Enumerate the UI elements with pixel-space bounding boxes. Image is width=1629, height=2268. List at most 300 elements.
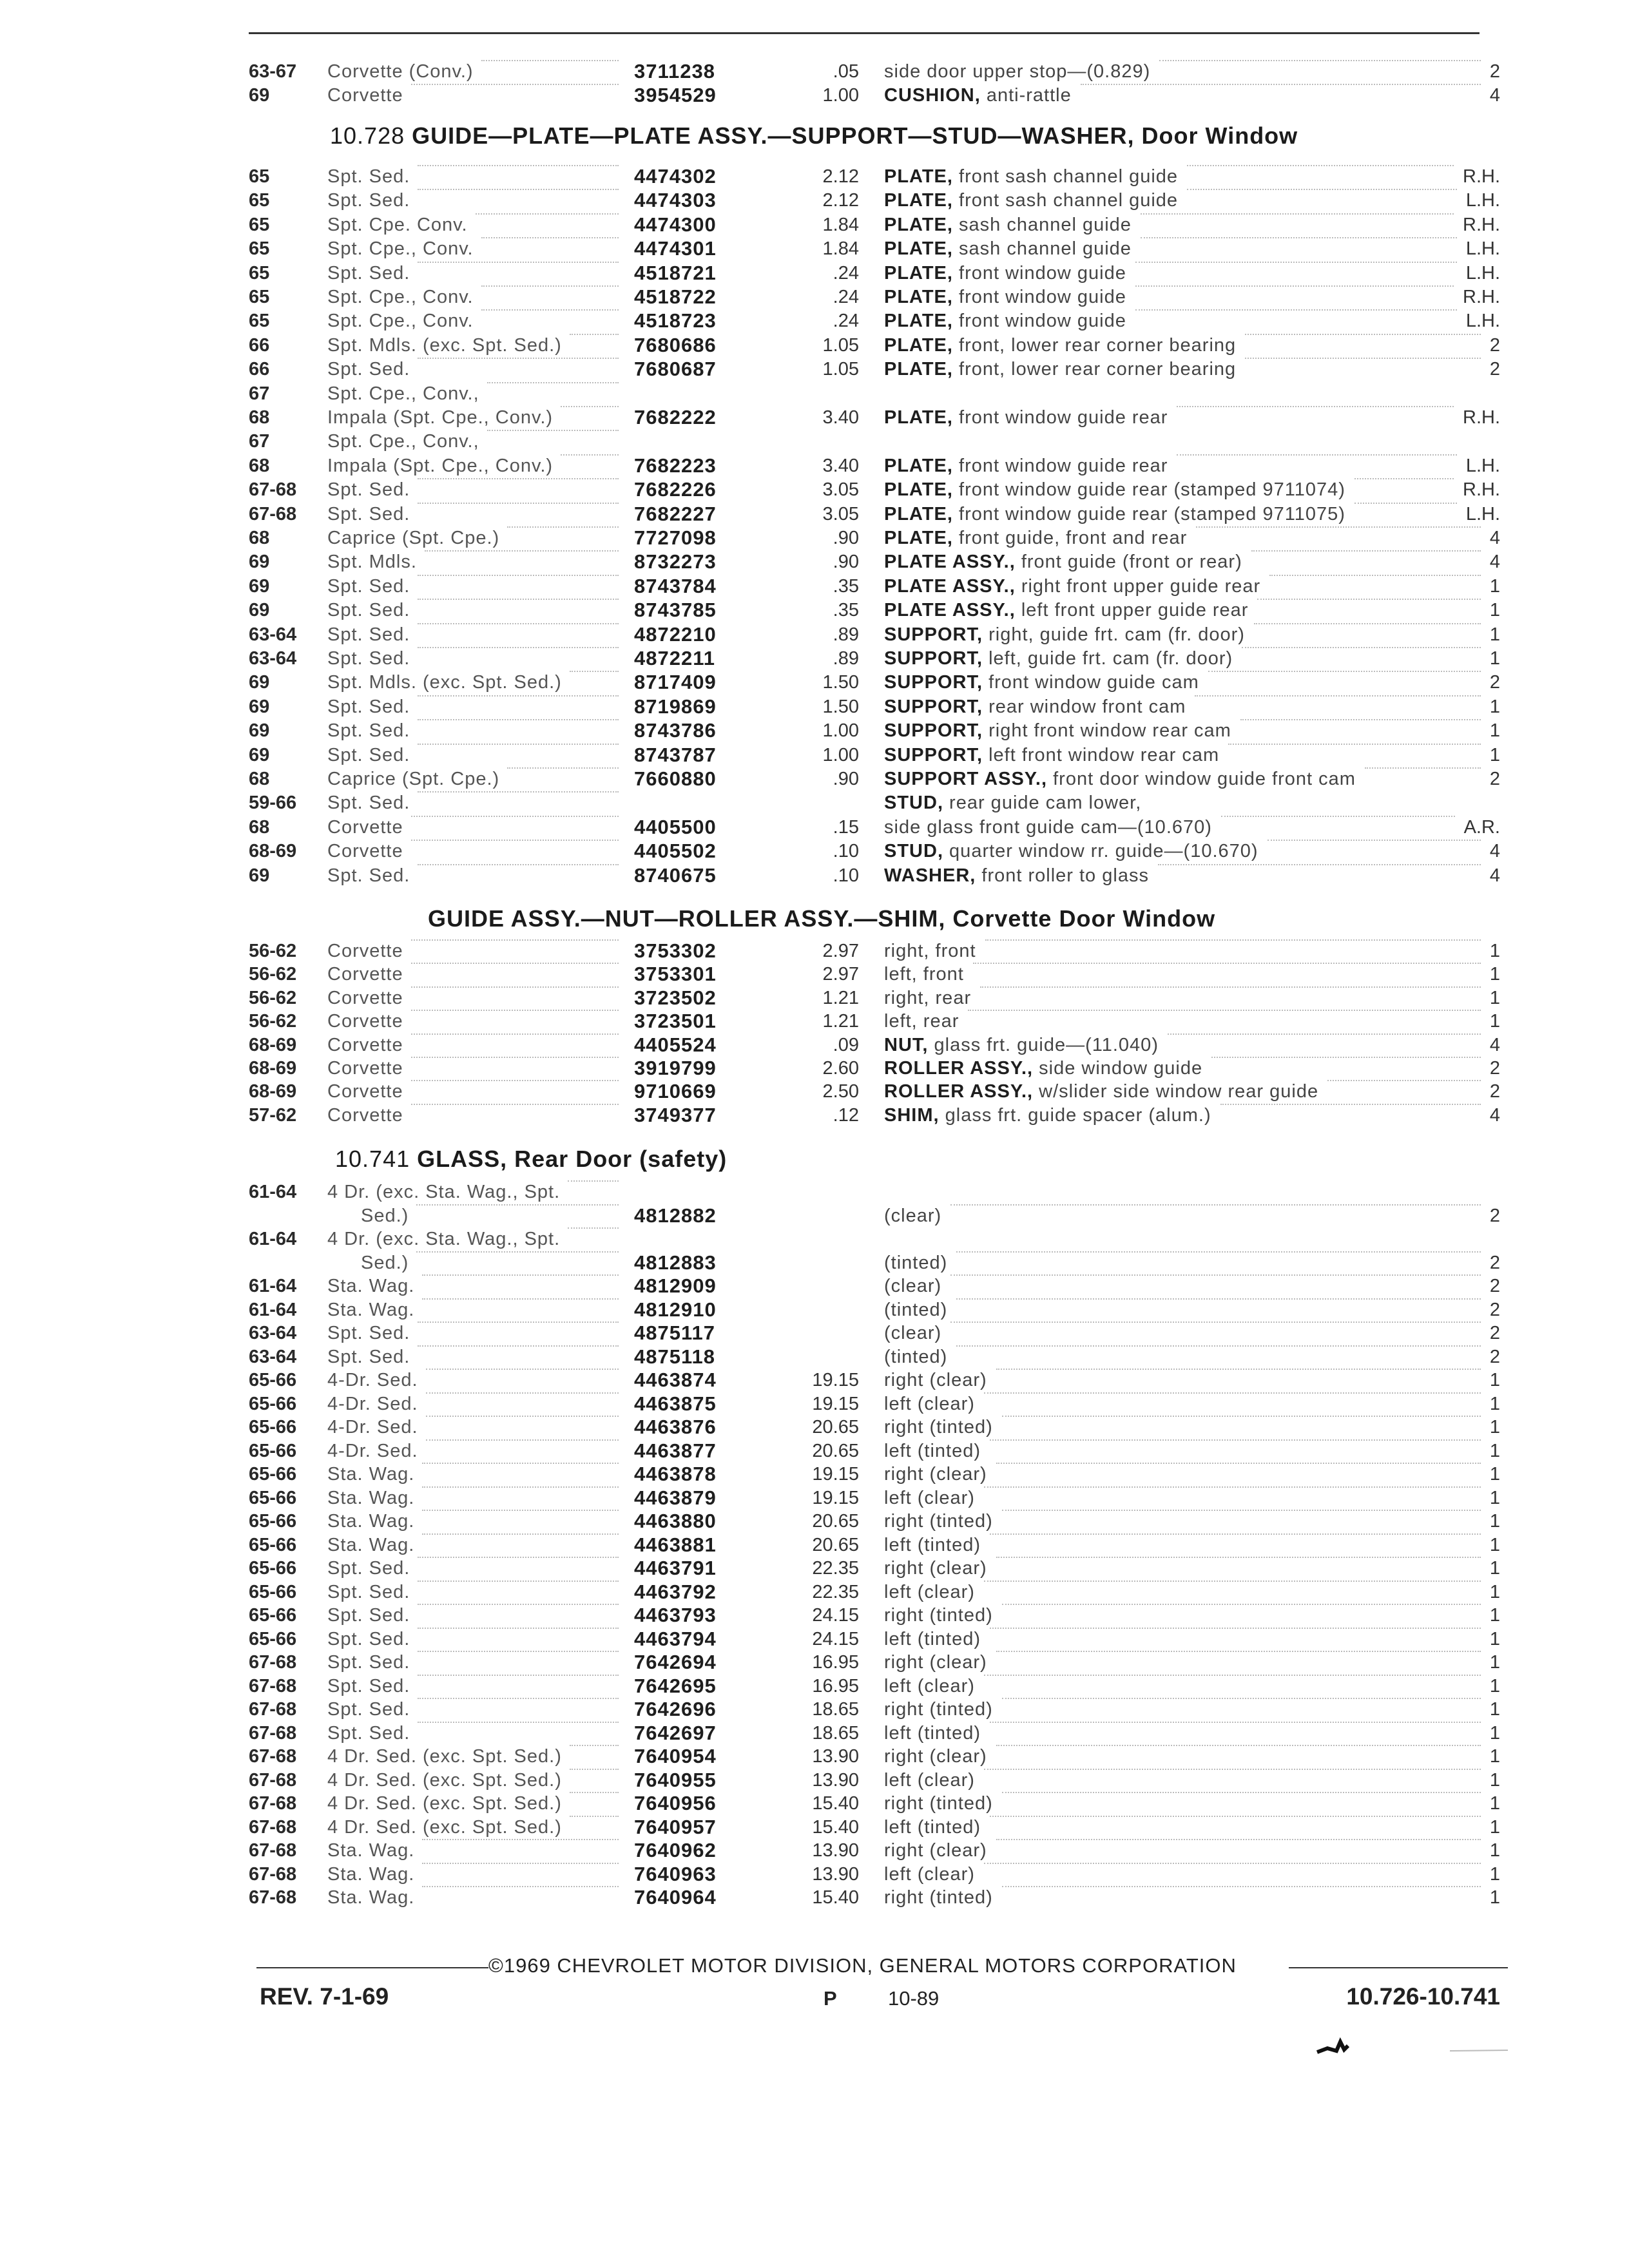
table-row bbox=[0, 1792, 1629, 1815]
model-leader-dots bbox=[411, 986, 619, 988]
leader-dots bbox=[996, 1745, 1481, 1746]
model-leader-dots bbox=[418, 1345, 619, 1347]
leader-dots bbox=[990, 1628, 1481, 1629]
row-part-number: 3723501 bbox=[634, 1010, 717, 1033]
row-quantity: L.H. bbox=[1465, 455, 1500, 476]
row-years: 63-64 bbox=[249, 648, 297, 669]
row-list-price: 1.00 bbox=[822, 744, 859, 765]
row-item-detail: front guide (front or rear) bbox=[1015, 552, 1242, 573]
row-description bbox=[884, 623, 1245, 646]
row-model: Spt. Sed. bbox=[327, 648, 410, 669]
row-description bbox=[884, 1769, 975, 1792]
table-row bbox=[0, 334, 1629, 357]
row-model: Impala (Spt. Cpe., Conv.) bbox=[327, 407, 554, 428]
table-row bbox=[0, 1416, 1629, 1439]
row-years: 68-69 bbox=[249, 841, 297, 862]
table-row bbox=[0, 237, 1629, 260]
row-item-name: PLATE, bbox=[884, 190, 953, 211]
row-model: Sta. Wag. bbox=[327, 1464, 415, 1485]
row-part-number: 3723502 bbox=[634, 986, 717, 1009]
model-leader-dots bbox=[418, 358, 619, 359]
row-quantity: L.H. bbox=[1465, 503, 1500, 524]
row-quantity: 1 bbox=[1489, 1652, 1500, 1673]
model-leader-dots bbox=[418, 864, 619, 865]
row-part-number: 4875118 bbox=[634, 1345, 715, 1368]
row-item-detail: left (tinted) bbox=[884, 1440, 981, 1461]
model-leader-dots bbox=[411, 1057, 619, 1058]
model-leader-dots bbox=[570, 334, 619, 335]
row-list-price: .05 bbox=[833, 61, 859, 82]
leader-dots bbox=[996, 1369, 1481, 1370]
row-years: 56-62 bbox=[249, 964, 297, 985]
row-item-detail: left (tinted) bbox=[884, 1816, 981, 1838]
row-list-price: 19.15 bbox=[812, 1487, 859, 1508]
row-years: 67 bbox=[249, 431, 270, 452]
table-row bbox=[0, 1057, 1629, 1080]
table-row bbox=[0, 767, 1629, 791]
leader-dots bbox=[1141, 237, 1457, 238]
row-model: Spt. Cpe., Conv., bbox=[327, 431, 479, 452]
table-row bbox=[0, 1698, 1629, 1721]
row-model: Spt. Sed. bbox=[327, 190, 410, 211]
row-item-name: PLATE ASSY., bbox=[884, 575, 1016, 597]
leader-dots bbox=[984, 1863, 1481, 1864]
leader-dots bbox=[1196, 526, 1481, 528]
leader-dots bbox=[1211, 1057, 1481, 1058]
row-model: Impala (Spt. Cpe., Conv.) bbox=[327, 455, 554, 476]
row-item-name: PLATE, bbox=[884, 262, 953, 284]
table-row bbox=[0, 1628, 1629, 1651]
leader-dots bbox=[1245, 358, 1481, 359]
table-row bbox=[0, 816, 1629, 839]
row-years: 69 bbox=[249, 696, 270, 717]
row-list-price: .89 bbox=[833, 648, 859, 669]
row-quantity: 2 bbox=[1489, 672, 1500, 693]
row-item-detail: front sash channel guide bbox=[952, 166, 1179, 187]
row-description bbox=[884, 1463, 987, 1486]
leader-dots bbox=[1158, 864, 1481, 865]
row-list-price: .35 bbox=[833, 575, 859, 597]
model-leader-dots bbox=[418, 695, 619, 697]
leader-dots bbox=[956, 1298, 1481, 1300]
leader-dots bbox=[1354, 478, 1454, 479]
row-list-price: 2.97 bbox=[822, 941, 859, 961]
model-leader-dots bbox=[411, 1010, 619, 1011]
row-part-number: 4875117 bbox=[634, 1321, 715, 1344]
row-list-price: 24.15 bbox=[812, 1628, 859, 1649]
leader-dots bbox=[1365, 767, 1481, 769]
table-row bbox=[0, 1204, 1629, 1227]
model-leader-dots bbox=[422, 1863, 619, 1864]
row-years: 65-66 bbox=[249, 1440, 297, 1461]
row-part-number: 7727098 bbox=[634, 526, 717, 549]
row-years: 65-66 bbox=[249, 1511, 297, 1532]
row-quantity: 1 bbox=[1489, 696, 1500, 717]
row-years: 67-68 bbox=[249, 1769, 297, 1791]
row-description bbox=[884, 84, 1072, 107]
row-item-name: SUPPORT, bbox=[884, 744, 983, 765]
row-model: Spt. Sed. bbox=[327, 744, 410, 765]
row-description bbox=[884, 1298, 947, 1321]
row-item-detail: front window guide rear (stamped 9711075) bbox=[952, 503, 1345, 524]
table-row bbox=[0, 1010, 1629, 1033]
row-part-number: 7682227 bbox=[634, 502, 717, 525]
row-quantity: 1 bbox=[1489, 1793, 1500, 1814]
model-leader-dots bbox=[568, 1180, 619, 1182]
leader-dots bbox=[973, 963, 1481, 964]
row-years: 68-69 bbox=[249, 1081, 297, 1102]
row-model: Corvette bbox=[327, 84, 403, 106]
row-years: 69 bbox=[249, 744, 270, 765]
table-row bbox=[0, 1321, 1629, 1345]
row-years: 69 bbox=[249, 720, 270, 742]
row-item-detail: left front window rear cam bbox=[983, 744, 1220, 765]
row-model: Spt. Sed. bbox=[327, 865, 410, 886]
row-list-price: 1.21 bbox=[822, 1011, 859, 1032]
row-list-price: 3.05 bbox=[822, 479, 859, 501]
footer-revision: REV. 7-1-69 bbox=[260, 1983, 389, 2010]
row-model: 4 Dr. (exc. Sta. Wag., Spt. bbox=[327, 1182, 561, 1202]
row-model: Spt. Sed. bbox=[327, 1346, 410, 1367]
row-list-price: .90 bbox=[833, 769, 859, 789]
row-quantity: R.H. bbox=[1463, 407, 1500, 428]
model-leader-dots bbox=[476, 213, 619, 215]
table-row bbox=[0, 503, 1629, 526]
row-part-number: 4463878 bbox=[634, 1463, 717, 1485]
row-part-number: 8740675 bbox=[634, 863, 717, 887]
row-years: 65-66 bbox=[249, 1558, 297, 1579]
leader-dots bbox=[1159, 60, 1481, 61]
row-item-detail: right (clear) bbox=[884, 1464, 987, 1485]
row-item-detail: left (clear) bbox=[884, 1863, 975, 1885]
row-item-detail: front window guide bbox=[952, 311, 1126, 332]
row-description bbox=[884, 671, 1199, 694]
leader-dots bbox=[1135, 285, 1454, 287]
row-list-price: 1.50 bbox=[822, 672, 859, 693]
row-quantity: 1 bbox=[1489, 1370, 1500, 1390]
model-leader-dots bbox=[411, 840, 619, 841]
row-model: Sta. Wag. bbox=[327, 1511, 415, 1532]
row-list-price: 16.95 bbox=[812, 1675, 859, 1696]
row-model: Spt. Sed. bbox=[327, 696, 410, 717]
row-item-detail: front window guide cam bbox=[983, 672, 1199, 693]
model-leader-dots bbox=[418, 503, 619, 504]
row-part-number: 4463876 bbox=[634, 1416, 717, 1438]
row-item-detail: front door window guide front cam bbox=[1047, 769, 1356, 789]
row-model: Spt. Sed. bbox=[327, 503, 410, 524]
row-model: Sta. Wag. bbox=[327, 1534, 415, 1555]
row-part-number: 3753301 bbox=[634, 963, 717, 986]
row-list-price: 2.50 bbox=[822, 1081, 859, 1102]
table-row bbox=[0, 189, 1629, 212]
row-list-price: 1.00 bbox=[822, 720, 859, 742]
model-leader-dots bbox=[422, 1463, 619, 1464]
row-years: 67 bbox=[249, 383, 270, 404]
row-years: 67-68 bbox=[249, 1675, 297, 1696]
row-description bbox=[884, 647, 1233, 670]
table-row bbox=[0, 478, 1629, 501]
row-model: Corvette bbox=[327, 941, 403, 961]
row-item-name: ROLLER ASSY., bbox=[884, 1081, 1034, 1102]
row-item-name: PLATE, bbox=[884, 238, 953, 260]
row-part-number: 4812882 bbox=[634, 1204, 717, 1227]
row-years: 61-64 bbox=[249, 1182, 297, 1202]
table-row bbox=[0, 1722, 1629, 1745]
row-years: 65-66 bbox=[249, 1370, 297, 1390]
row-quantity: 2 bbox=[1489, 359, 1500, 380]
row-item-detail: front roller to glass bbox=[976, 865, 1149, 886]
row-model: 4 Dr. Sed. (exc. Spt. Sed.) bbox=[327, 1746, 562, 1767]
row-description bbox=[884, 1010, 959, 1033]
model-leader-dots bbox=[481, 285, 619, 287]
model-leader-dots bbox=[411, 1033, 619, 1035]
leader-dots bbox=[1002, 1604, 1481, 1605]
table-row bbox=[0, 1510, 1629, 1533]
row-quantity: 1 bbox=[1489, 941, 1500, 961]
row-item-detail: left (clear) bbox=[884, 1487, 975, 1508]
table-row bbox=[0, 1104, 1629, 1127]
row-part-number: 4474300 bbox=[634, 213, 717, 236]
model-leader-dots bbox=[418, 1557, 619, 1558]
row-description bbox=[884, 165, 1178, 188]
table-row bbox=[0, 671, 1629, 694]
row-part-number: 4474301 bbox=[634, 237, 717, 260]
leader-dots bbox=[956, 1251, 1481, 1253]
row-years: 56-62 bbox=[249, 987, 297, 1008]
leader-dots bbox=[984, 1581, 1481, 1582]
model-leader-dots bbox=[418, 1698, 619, 1699]
row-description bbox=[884, 1439, 981, 1463]
row-list-price: .89 bbox=[833, 624, 859, 645]
row-list-price: 2.12 bbox=[822, 166, 859, 187]
row-quantity: 2 bbox=[1489, 1276, 1500, 1296]
row-model: Corvette (Conv.) bbox=[327, 61, 474, 82]
row-description bbox=[884, 1886, 993, 1909]
row-part-number: 4518722 bbox=[634, 285, 717, 308]
row-item-name: PLATE, bbox=[884, 214, 953, 235]
row-item-name: SUPPORT, bbox=[884, 672, 983, 693]
row-model: Sed.) bbox=[361, 1205, 409, 1226]
row-model: Spt. Sed. bbox=[327, 479, 410, 501]
row-item-name: PLATE, bbox=[884, 407, 953, 428]
row-quantity: 4 bbox=[1489, 865, 1500, 886]
leader-dots bbox=[980, 986, 1481, 988]
row-model: Spt. Sed. bbox=[327, 720, 410, 742]
row-model: Sta. Wag. bbox=[327, 1276, 415, 1296]
row-model: Spt. Sed. bbox=[327, 1558, 410, 1579]
row-part-number: 7640954 bbox=[634, 1745, 717, 1767]
row-list-price: 1.00 bbox=[822, 84, 859, 106]
row-item-detail: front sash channel guide bbox=[952, 190, 1179, 211]
row-years: 69 bbox=[249, 672, 270, 693]
row-item-detail: sash channel guide bbox=[952, 214, 1132, 235]
table-row bbox=[0, 791, 1629, 814]
table-row bbox=[0, 1439, 1629, 1463]
leader-dots bbox=[1208, 671, 1481, 672]
row-quantity: 2 bbox=[1489, 1346, 1500, 1367]
row-model: Corvette bbox=[327, 1034, 403, 1055]
row-years: 63-64 bbox=[249, 624, 297, 645]
leader-dots bbox=[984, 1769, 1481, 1770]
row-years: 57-62 bbox=[249, 1104, 297, 1126]
row-quantity: R.H. bbox=[1463, 287, 1500, 307]
row-part-number: 4463880 bbox=[634, 1510, 717, 1532]
row-part-number: 7640956 bbox=[634, 1792, 717, 1814]
row-years: 67-68 bbox=[249, 1793, 297, 1814]
table-row bbox=[0, 939, 1629, 963]
model-leader-dots bbox=[426, 1439, 619, 1441]
row-item-detail: front, lower rear corner bearing bbox=[952, 334, 1237, 356]
row-quantity: 1 bbox=[1489, 1840, 1500, 1861]
row-model: Corvette bbox=[327, 841, 403, 862]
row-quantity: 4 bbox=[1489, 552, 1500, 573]
row-model: 4 Dr. (exc. Sta. Wag., Spt. bbox=[327, 1229, 561, 1249]
model-leader-dots bbox=[411, 816, 619, 817]
row-years: 67-68 bbox=[249, 1699, 297, 1720]
row-years: 61-64 bbox=[249, 1299, 297, 1320]
row-model: Caprice (Spt. Cpe.) bbox=[327, 528, 500, 548]
table-row bbox=[0, 1274, 1629, 1298]
row-item-detail: quarter window rr. guide—(10.670) bbox=[943, 841, 1258, 862]
row-model: Spt. Mdls. (exc. Spt. Sed.) bbox=[327, 672, 562, 693]
table-row bbox=[0, 1180, 1629, 1204]
row-item-detail: left, guide frt. cam (fr. door) bbox=[983, 648, 1233, 669]
row-years: 65 bbox=[249, 262, 270, 284]
row-quantity: 1 bbox=[1489, 575, 1500, 597]
table-row bbox=[0, 963, 1629, 986]
row-years: 69 bbox=[249, 84, 270, 106]
row-item-detail: right (tinted) bbox=[884, 1511, 993, 1532]
row-quantity: 2 bbox=[1489, 1323, 1500, 1343]
row-item-detail: side glass front guide cam—(10.670) bbox=[884, 816, 1212, 838]
table-row bbox=[0, 454, 1629, 477]
row-item-detail: left (clear) bbox=[884, 1393, 975, 1414]
row-item-name: PLATE, bbox=[884, 311, 953, 332]
row-model: 4-Dr. Sed. bbox=[327, 1393, 418, 1414]
row-item-detail: side door upper stop—(0.829) bbox=[884, 61, 1151, 82]
model-leader-dots bbox=[570, 1792, 619, 1793]
row-list-price: 13.90 bbox=[812, 1863, 859, 1885]
row-model: Sta. Wag. bbox=[327, 1887, 415, 1908]
row-list-price: 1.05 bbox=[822, 334, 859, 356]
row-description bbox=[884, 454, 1168, 477]
row-description bbox=[884, 1557, 987, 1580]
table-row bbox=[0, 1839, 1629, 1862]
row-part-number: 7642696 bbox=[634, 1698, 717, 1720]
row-description bbox=[884, 1722, 981, 1745]
row-description bbox=[884, 550, 1242, 573]
row-part-number: 4474303 bbox=[634, 189, 717, 212]
row-item-name: PLATE, bbox=[884, 455, 953, 476]
table-row bbox=[0, 406, 1629, 429]
row-model: Corvette bbox=[327, 1058, 403, 1079]
row-part-number: 4463794 bbox=[634, 1627, 717, 1650]
table-row bbox=[0, 1033, 1629, 1057]
row-quantity: 1 bbox=[1489, 1816, 1500, 1838]
table-row bbox=[0, 1392, 1629, 1416]
row-item-name: PLATE, bbox=[884, 479, 953, 501]
row-quantity: 2 bbox=[1489, 1058, 1500, 1079]
row-description bbox=[884, 1863, 975, 1886]
row-years: 68-69 bbox=[249, 1058, 297, 1079]
row-list-price: 1.21 bbox=[822, 987, 859, 1008]
footer-rule-left bbox=[256, 1967, 488, 1968]
leader-dots bbox=[996, 1557, 1481, 1558]
row-part-number: 7642695 bbox=[634, 1674, 717, 1697]
row-model: 4-Dr. Sed. bbox=[327, 1440, 418, 1461]
row-quantity: 1 bbox=[1489, 1581, 1500, 1602]
row-part-number: 7682226 bbox=[634, 478, 717, 501]
row-years: 67-68 bbox=[249, 1840, 297, 1861]
row-description bbox=[884, 791, 1141, 814]
row-list-price: .24 bbox=[833, 287, 859, 307]
leader-dots bbox=[1269, 575, 1481, 576]
row-years: 67-68 bbox=[249, 1652, 297, 1673]
row-part-number: 4463875 bbox=[634, 1392, 717, 1415]
row-item-detail: w/slider side window rear guide bbox=[1033, 1081, 1319, 1102]
row-item-detail: right, rear bbox=[884, 987, 972, 1008]
row-item-detail: right (clear) bbox=[884, 1652, 987, 1673]
leader-dots bbox=[1242, 647, 1481, 648]
table-row bbox=[0, 526, 1629, 550]
model-leader-dots bbox=[418, 1604, 619, 1605]
row-years: 69 bbox=[249, 552, 270, 573]
table-row bbox=[0, 1463, 1629, 1486]
row-years: 67-68 bbox=[249, 1746, 297, 1767]
row-item-name: SUPPORT, bbox=[884, 624, 983, 645]
section-heading: GUIDE ASSY.—NUT—ROLLER ASSY.—SHIM, Corvette Door Window bbox=[428, 905, 1216, 932]
table-row bbox=[0, 719, 1629, 742]
row-quantity: 1 bbox=[1489, 1863, 1500, 1885]
row-list-price: 1.50 bbox=[822, 696, 859, 717]
table-row bbox=[0, 213, 1629, 236]
table-row bbox=[0, 1251, 1629, 1274]
row-list-price: .90 bbox=[833, 552, 859, 573]
row-model: Spt. Cpe., Conv. bbox=[327, 238, 474, 260]
row-description bbox=[884, 575, 1260, 598]
row-item-detail: (tinted) bbox=[884, 1252, 948, 1273]
leader-dots bbox=[996, 1651, 1481, 1652]
row-quantity: 1 bbox=[1489, 1769, 1500, 1791]
model-leader-dots bbox=[418, 575, 619, 576]
row-description bbox=[884, 719, 1231, 742]
row-list-price: 20.65 bbox=[812, 1534, 859, 1555]
row-item-detail: rear window front cam bbox=[983, 696, 1186, 717]
row-description bbox=[884, 334, 1236, 357]
row-years: 69 bbox=[249, 865, 270, 886]
row-list-price: 20.65 bbox=[812, 1440, 859, 1461]
row-part-number: 3711238 bbox=[634, 60, 715, 82]
row-item-detail: right (tinted) bbox=[884, 1793, 993, 1814]
row-part-number: 4405500 bbox=[634, 815, 717, 838]
row-quantity: 2 bbox=[1489, 1252, 1500, 1273]
model-leader-dots bbox=[418, 478, 619, 479]
table-row bbox=[0, 1369, 1629, 1392]
table-row bbox=[0, 165, 1629, 188]
row-description bbox=[884, 1321, 941, 1345]
row-part-number: 4463881 bbox=[634, 1533, 717, 1556]
row-description bbox=[884, 963, 964, 986]
leader-dots bbox=[984, 1392, 1481, 1394]
row-item-detail: right (clear) bbox=[884, 1840, 987, 1861]
row-quantity: 1 bbox=[1489, 987, 1500, 1008]
row-list-price: 19.15 bbox=[812, 1393, 859, 1414]
row-list-price: 16.95 bbox=[812, 1652, 859, 1673]
row-years: 65 bbox=[249, 166, 270, 187]
row-description bbox=[884, 864, 1149, 887]
row-item-detail: glass frt. guide spacer (alum.) bbox=[939, 1104, 1211, 1126]
row-description bbox=[884, 1745, 987, 1768]
